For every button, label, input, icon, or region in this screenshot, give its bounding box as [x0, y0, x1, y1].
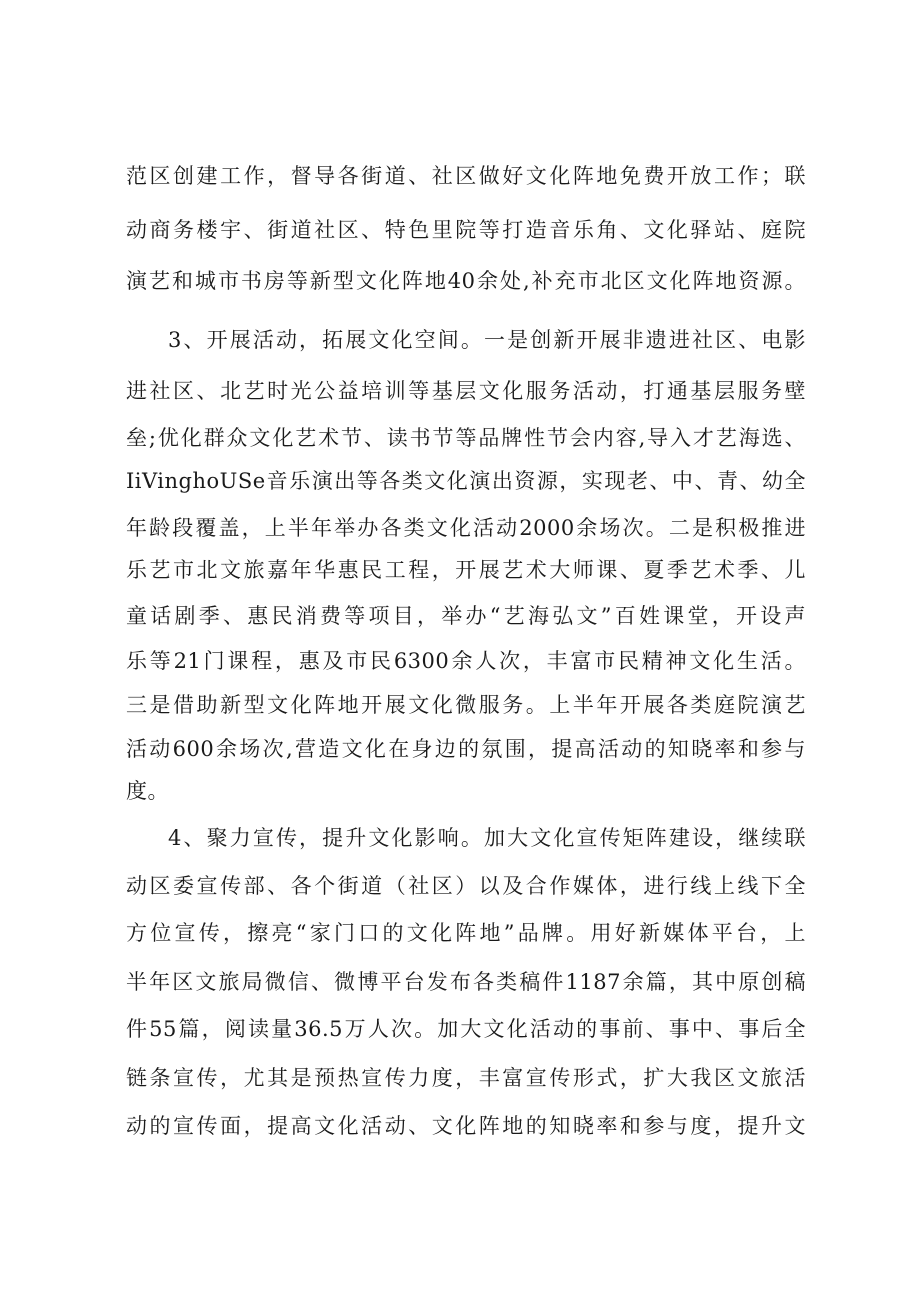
paragraph-2-line-2: 进社区、北艺时光公益培训等基层文化服务活动，打通基层服务壁: [126, 379, 806, 403]
paragraph-3-line-3: 方位宣传，擦亮“家门口的文化阵地”品牌。用好新媒体平台，上: [126, 921, 806, 945]
paragraph-2-line-3: 垒;优化群众文化艺术节、读书节等品牌性节会内容,导入才艺海选、: [126, 426, 806, 450]
paragraph-3-line-5: 件55篇，阅读量36.5万人次。加大文化活动的事前、事中、事后全: [126, 1017, 806, 1041]
paragraph-2-line-8: 乐等21门课程，惠及市民6300余人次，丰富市民精神文化生活。: [126, 649, 806, 673]
paragraph-1-line-3: 演艺和城市书房等新型文化阵地40余处,补充市北区文化阵地资源。: [126, 269, 806, 293]
paragraph-2-line-10: 活动600余场次,营造文化在身边的氛围，提高活动的知晓率和参与: [126, 737, 806, 761]
paragraph-1-line-1: 范区创建工作，督导各街道、社区做好文化阵地免费开放工作；联: [126, 164, 806, 188]
paragraph-3-line-6: 链条宣传，尤其是预热宣传力度，丰富宣传形式，扩大我区文旅活: [126, 1066, 806, 1090]
paragraph-2-line-11: 度。: [126, 779, 169, 803]
paragraph-3-line-7: 动的宣传面，提高文化活动、文化阵地的知晓率和参与度，提升文: [126, 1114, 806, 1138]
paragraph-2-line-7: 童话剧季、惠民消费等项目，举办“艺海弘文”百姓课堂，开设声: [126, 604, 806, 628]
paragraph-1-line-2: 动商务楼宇、街道社区、特色里院等打造音乐角、文化驿站、庭院: [126, 218, 806, 242]
paragraph-3-line-1: 4、聚力宣传，提升文化影响。加大文化宣传矩阵建设，继续联: [168, 826, 806, 850]
paragraph-3-line-4: 半年区文旅局微信、微博平台发布各类稿件1187余篇，其中原创稿: [126, 970, 806, 994]
paragraph-2-line-9: 三是借助新型文化阵地开展文化微服务。上半年开展各类庭院演艺: [126, 693, 806, 717]
paragraph-3-line-2: 动区委宣传部、各个街道（社区）以及合作媒体，进行线上线下全: [126, 874, 806, 898]
paragraph-2-line-5: 年龄段覆盖，上半年举办各类文化活动2000余场次。二是积极推进: [126, 516, 806, 540]
paragraph-2-line-6: 乐艺市北文旅嘉年华惠民工程，开展艺术大师课、夏季艺术季、儿: [126, 558, 806, 582]
paragraph-2-line-1: 3、开展活动，拓展文化空间。一是创新开展非遗进社区、电影: [168, 328, 806, 352]
paragraph-2-line-4: IiVinghoUSe音乐演出等各类文化演出资源，实现老、中、青、幼全: [126, 469, 806, 493]
